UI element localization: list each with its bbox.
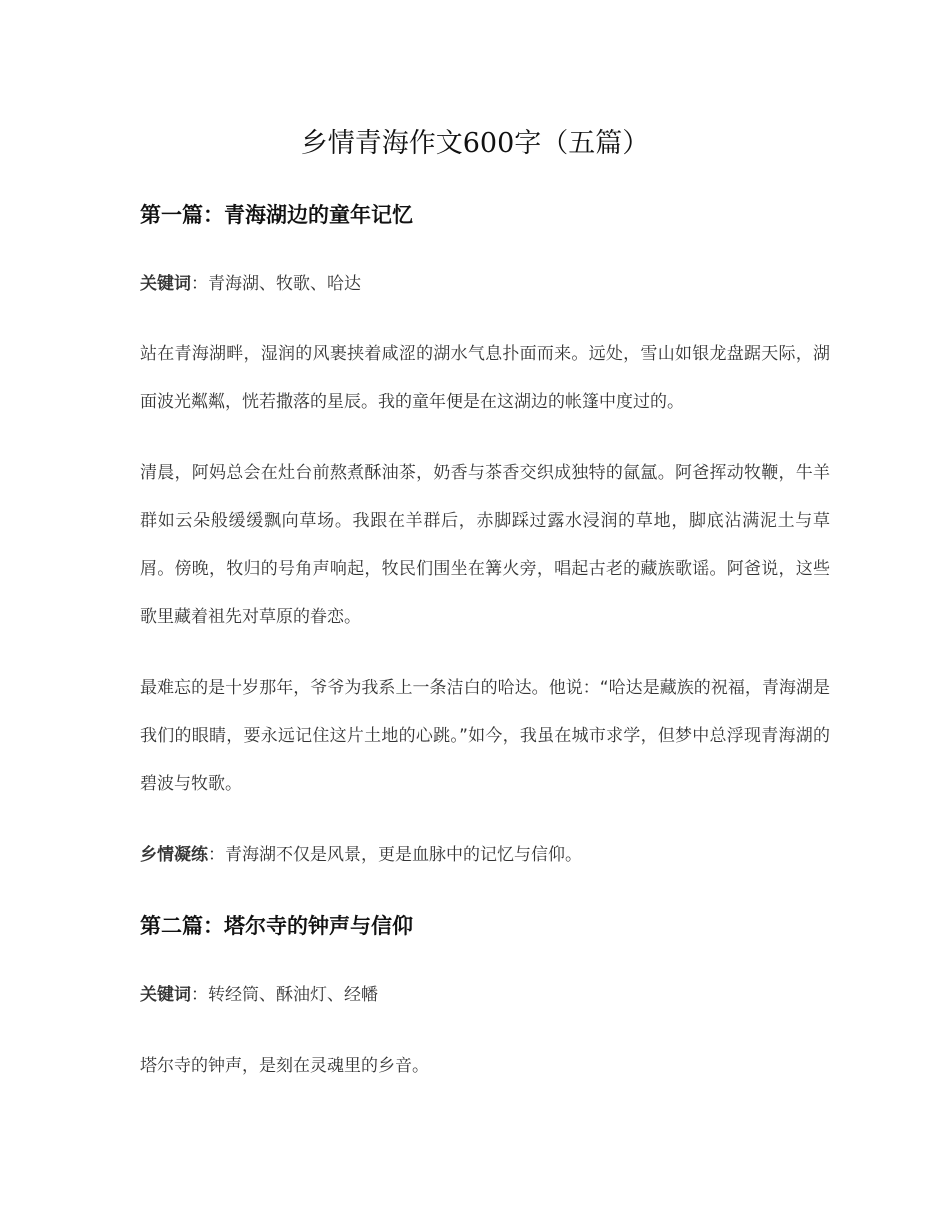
section-1-paragraph-1: 站在青海湖畔，湿润的风裹挟着咸涩的湖水气息扑面而来。远处，雪山如银龙盘踞天际，湖面波光粼粼，恍若撒落的星辰。我的童年便是在这湖边的帐篷中度过的。: [140, 344, 830, 412]
summary-text: 青海湖不仅是风景，更是血脉中的记忆与信仰。: [225, 845, 582, 865]
keywords-label: 关键词: [140, 985, 191, 1005]
keywords-label: 关键词: [140, 274, 191, 294]
keywords-text: 转经筒、酥油灯、经幡: [208, 985, 378, 1005]
summary-label: 乡情凝练: [140, 845, 208, 865]
section-2-keywords: [140, 971, 830, 1019]
section-1-keywords: [140, 260, 830, 308]
keywords-separator: ：: [191, 274, 208, 294]
summary-separator: ：: [208, 845, 225, 865]
section-1-paragraph-2: 清晨，阿妈总会在灶台前熬煮酥油茶，奶香与茶香交织成独特的氤氲。阿爸挥动牧鞭，牛羊群如云朵般缓缓飘向草场。我跟在羊群后，赤脚踩过露水浸润的草地，脚底沾满泥土与草屑。傍晚，牧归的号角声响起，牧民们围坐在篝火旁，唱起古老的藏族歌谣。阿爸说，这些歌里藏着祖先对草原的眷恋。: [140, 463, 830, 627]
section-heading-1: 第一篇：青海湖边的童年记忆: [140, 202, 413, 227]
section-1-summary: [140, 831, 830, 879]
section-2-paragraph-1: 塔尔寺的钟声，是刻在灵魂里的乡音。: [140, 1056, 429, 1076]
keywords-text: 青海湖、牧歌、哈达: [208, 274, 361, 294]
section-heading-2: 第二篇：塔尔寺的钟声与信仰: [140, 913, 413, 938]
document-title: 乡情青海作文600字（五篇）: [300, 128, 650, 159]
section-1-paragraph-3: 最难忘的是十岁那年，爷爷为我系上一条洁白的哈达。他说：“哈达是藏族的祝福，青海湖是我们的眼睛，要永远记住这片土地的心跳。”如今，我虽在城市求学，但梦中总浮现青海湖的碧波与牧歌。: [140, 678, 830, 794]
keywords-separator: ：: [191, 985, 208, 1005]
